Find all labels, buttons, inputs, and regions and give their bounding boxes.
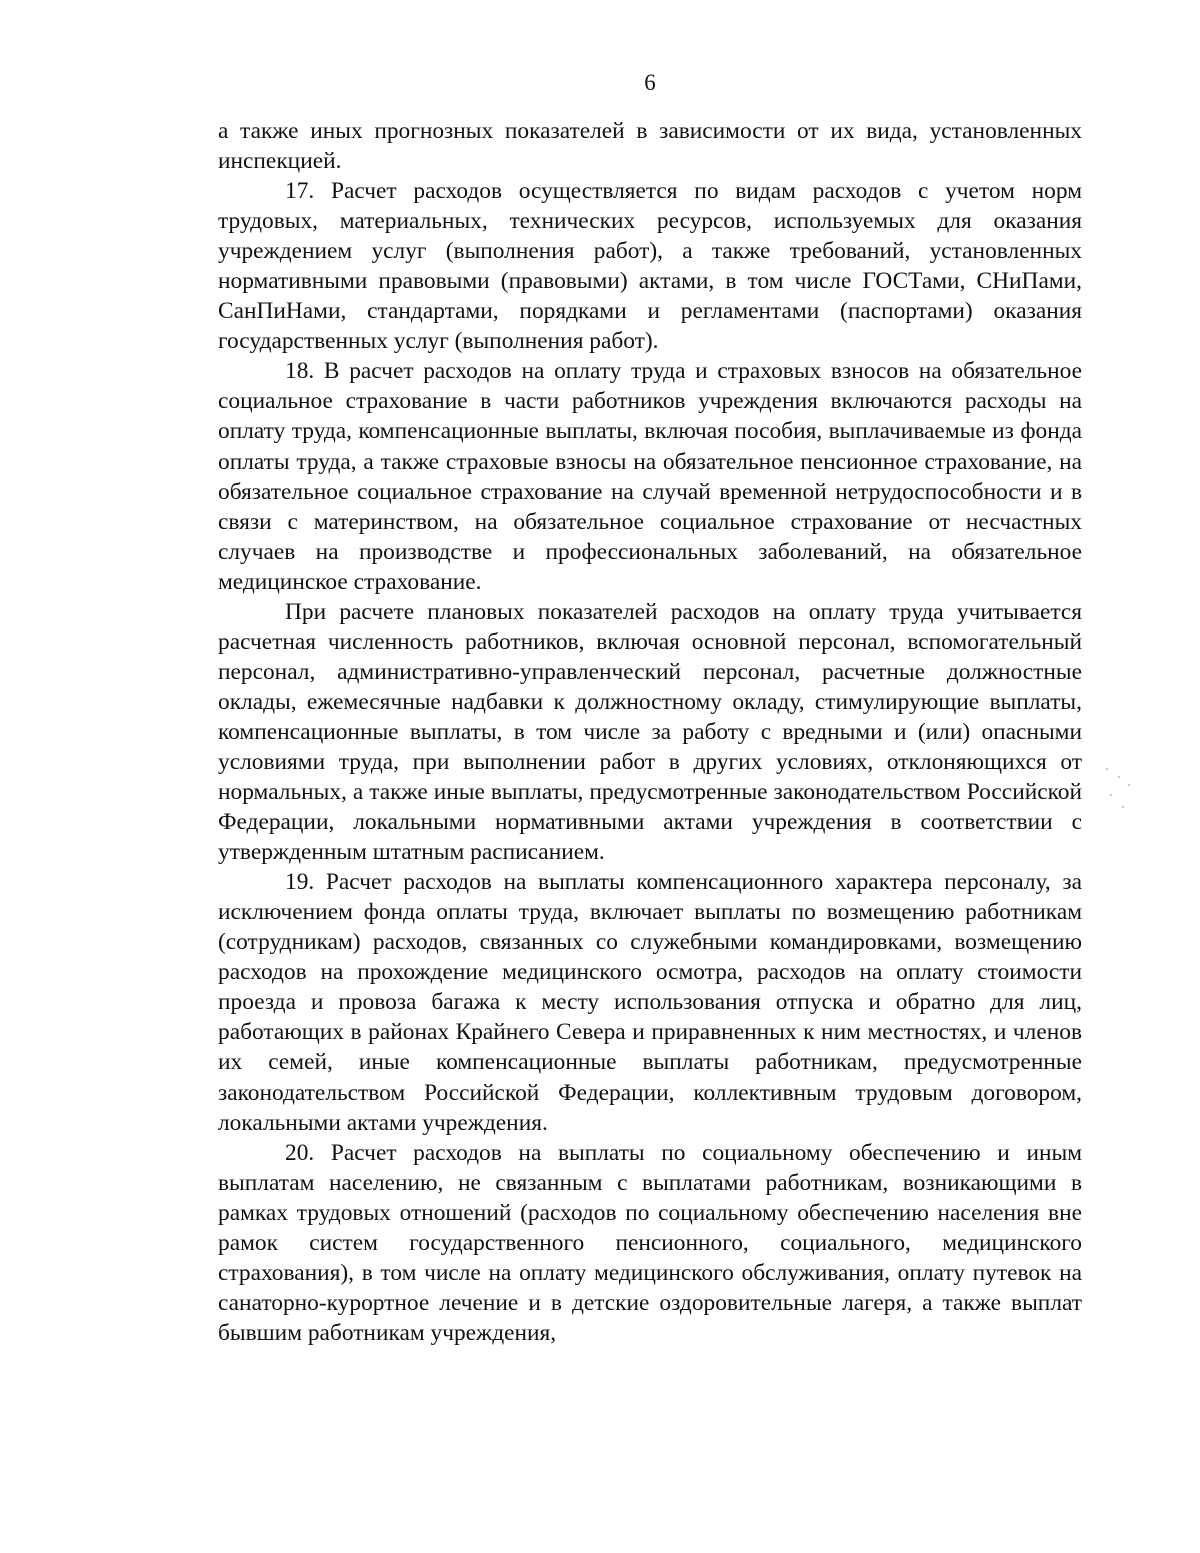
paragraph-continuation: а также иных прогнозных показателей в зависимости от их вида, установленных инспекцией.: [218, 118, 1082, 175]
scan-artifact-dots: [1098, 760, 1138, 820]
paragraph-18: 18. В расчет расходов на оплату труда и страховых взносов на обязательное социальное страхование в части работников учреждения включаются расходы на оплату труда, компенсационные выплаты, включая пособия, выплачиваемые из фонда оплаты труда, а также страховые взносы на обязательное пенсионное страхование, на обязательное социальное страхование на случай временной нетрудоспособности и в связи с материнством, на обязательное социальное страхование от несчастных случаев на производстве и профессиональных заболеваний, на обязательное медицинское страхование.: [218, 358, 1082, 595]
paragraph-20: 20. Расчет расходов на выплаты по социальному обеспечению и иным выплатам населению, не связанным с выплатами работникам, возникающими в рамках трудовых отношений (расходов по социальному обеспечению населения вне рамок систем государственного пенсионного, социального, медицинского страхования), в том числе на оплату медицинского обслуживания, оплату путевок на санаторно-курортное лечение и в детские оздоровительные лагеря, а также выплат бывшим работникам учреждения,: [218, 1139, 1082, 1346]
document-body: [218, 116, 1082, 1348]
paragraph-19: 19. Расчет расходов на выплаты компенсационного характера персоналу, за исключением фонда оплаты труда, включает выплаты по возмещению работникам (сотрудникам) расходов, связанных со служебными командировками, возмещению расходов на прохождение медицинского осмотра, расходов на оплату стоимости проезда и провоза багажа к месту использования отпуска и обратно для лиц, работающих в районах Крайнего Севера и приравненных к ним местностях, и членов их семей, иные компенсационные выплаты работникам, предусмотренные законодательством Российской Федерации, коллективным трудовым договором, локальными актами учреждения.: [218, 869, 1082, 1136]
paragraph-payroll-planning: При расчете плановых показателей расходов на оплату труда учитывается расчетная численность работников, включая основной персонал, вспомогательный персонал, административно-управленческий персонал, расчетные должностные оклады, ежемесячные надбавки к должностному окладу, стимулирующие выплаты, компенсационные выплаты, в том числе за работу с вредными и (или) опасными условиями труда, при выполнении работ в других условиях, отклоняющихся от нормальных, а также иные выплаты, предусмотренные законодательством Российской Федерации, локальными нормативными актами учреждения в соответствии с утвержденным штатным расписанием.: [218, 598, 1082, 866]
paragraph-17: 17. Расчет расходов осуществляется по видам расходов с учетом норм трудовых, материальных, технических ресурсов, используемых для оказания учреждением услуг (выполнения работ), а также требований, установленных нормативными правовыми (правовыми) актами, в том числе ГОСТами, СНиПами, СанПиНами, стандартами, порядками и регламентами (паспортами) оказания государственных услуг (выполнения работ).: [218, 178, 1082, 355]
page-number: 6: [644, 70, 656, 95]
